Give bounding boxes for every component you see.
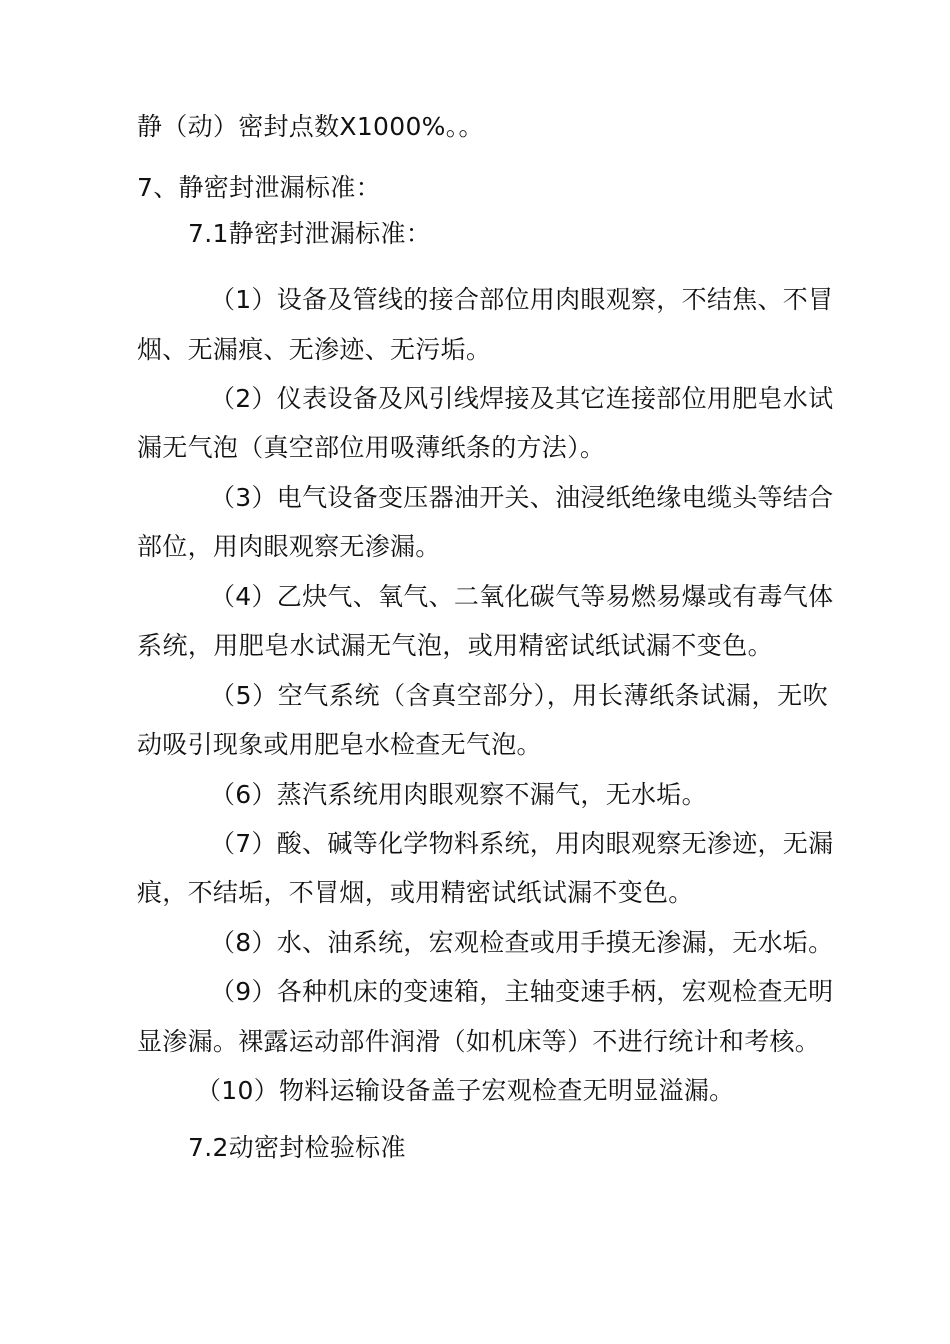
item-7-line-1: （7）酸、碱等化学物料系统，用肉眼观察无渗迹，无漏 [210,829,834,858]
item-5-line-1: （5）空气系统（含真空部分），用长薄纸条试漏，无吹 [210,681,828,710]
item-2-line-2: 漏无气泡（真空部位用吸薄纸条的方法）。 [137,433,606,462]
item-5-line-2: 动吸引现象或用肥皂水检查无气泡。 [137,730,542,759]
item-9-line-2: 显渗漏。裸露运动部件润滑（如机床等）不进行统计和考核。 [137,1027,821,1056]
item-4-line-1: （4）乙炔气、氧气、二氧化碳气等易燃易爆或有毒气体 [210,582,834,611]
item-10-line-1: （10）物料运输设备盖子宏观检查无明显溢漏。 [196,1076,735,1105]
item-3-line-2: 部位，用肉眼观察无渗漏。 [137,532,441,561]
item-9-line-1: （9）各种机床的变速箱，主轴变速手柄，宏观检查无明 [210,977,834,1006]
subsection-heading-7-1: 7.1静密封泄漏标准： [188,219,432,248]
item-1-line-2: 烟、无漏痕、无渗迹、无污垢。 [137,335,492,364]
subsection-heading-7-2: 7.2动密封检验标准 [188,1133,406,1162]
item-4-line-2: 系统，用肥皂水试漏无气泡，或用精密试纸试漏不变色。 [137,631,773,660]
item-8-line-1: （8）水、油系统，宏观检查或用手摸无渗漏，无水垢。 [210,928,834,957]
item-1-line-1: （1）设备及管线的接合部位用肉眼观察，不结焦、不冒 [210,285,834,314]
item-2-line-1: （2）仪表设备及风引线焊接及其它连接部位用肥皂水试 [210,384,834,413]
item-7-line-2: 痕，不结垢，不冒烟，或用精密试纸试漏不变色。 [137,878,694,907]
section-heading-7: 7、静密封泄漏标准： [137,173,381,202]
item-3-line-1: （3）电气设备变压器油开关、油浸纸绝缘电缆头等结合 [210,483,834,512]
item-6-line-1: （6）蒸汽系统用肉眼观察不漏气，无水垢。 [210,780,707,809]
formula-line: 静（动）密封点数X1000%。。 [137,112,484,141]
